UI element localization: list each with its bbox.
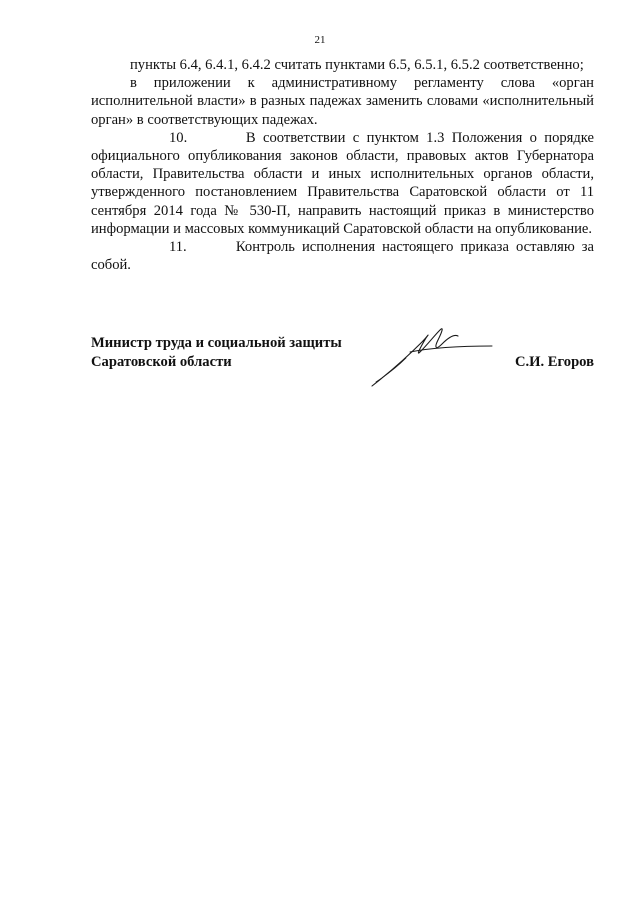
signer-title-line-2: Саратовской области bbox=[91, 354, 232, 370]
paragraph-text: В соответствии с пунктом 1.3 Положения о порядке официального опубликования законов области, правовых актов Губернатора области, Правительства области и иных исполнительных органов области, утвержденного постановлением Правительства Саратовской области от 11 сентября 2014 года № 530-П, направить настоящий приказ в министерство информации и массовых коммуникаций Саратовской области на опубликование. bbox=[91, 129, 594, 237]
paragraph-p4 bbox=[91, 238, 594, 274]
document-body bbox=[91, 56, 594, 274]
paragraph-text: пункты 6.4, 6.4.1, 6.4.2 считать пунктами 6.5, 6.5.1, 6.5.2 соответственно; bbox=[130, 57, 584, 73]
paragraph-number: 10. bbox=[169, 129, 188, 146]
page-number: 21 bbox=[314, 34, 326, 46]
paragraph-p2 bbox=[91, 74, 594, 129]
signer-title-line-1: Министр труда и социальной защиты bbox=[91, 335, 342, 351]
paragraph-number: 11. bbox=[169, 239, 187, 256]
signer-name: С.И. Егоров bbox=[514, 354, 594, 370]
paragraph-p1 bbox=[91, 56, 594, 74]
paragraph-text: Контроль исполнения настоящего приказа оставляю за собой. bbox=[91, 239, 594, 274]
handwritten-signature-icon bbox=[370, 322, 500, 392]
signature-block bbox=[91, 334, 594, 372]
paragraph-text: в приложении к административному регламенту слова «орган исполнительной власти» в разных падежах заменить словами «исполнительный орган» в соответствующих падежах. bbox=[91, 75, 594, 128]
paragraph-p3 bbox=[91, 129, 594, 238]
